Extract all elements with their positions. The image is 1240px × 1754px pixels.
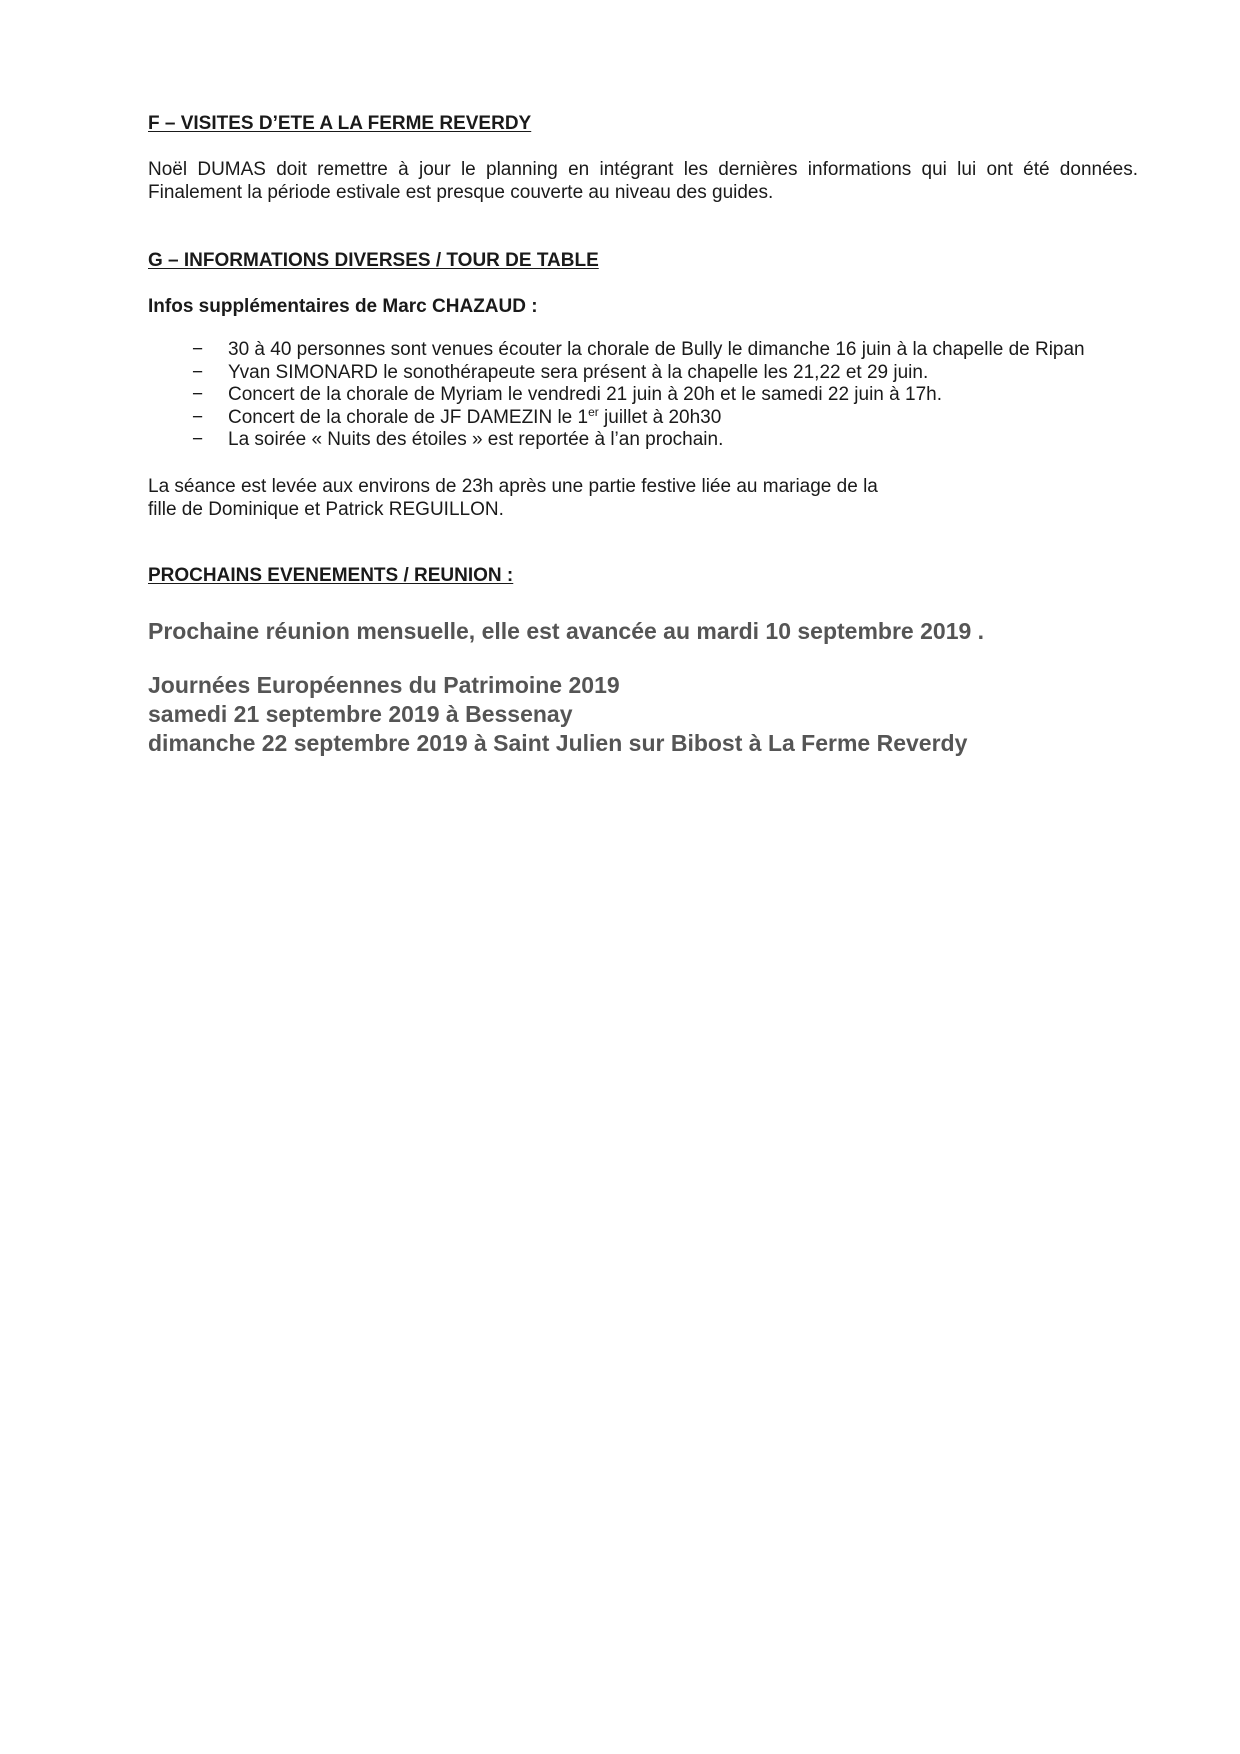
list-item-text-after: juillet à 20h30 — [598, 406, 722, 428]
list-item-text: Concert de la chorale de Myriam le vendredi 21 juin à 20h et le samedi 22 juin à 17h. — [228, 384, 942, 405]
page-content — [148, 112, 1138, 758]
bullet-dash: − — [192, 384, 204, 405]
list-item — [148, 384, 1138, 407]
section-g-subheading: Infos supplémentaires de Marc CHAZAUD : — [148, 296, 538, 317]
list-item — [148, 404, 1138, 430]
bullet-dash: − — [192, 406, 204, 428]
list-item-text: La soirée « Nuits des étoiles » est reportée à l’an prochain. — [228, 429, 724, 450]
bullet-dash: − — [192, 361, 204, 383]
section-f-paragraph: Noël DUMAS doit remettre à jour le planning en intégrant les dernières informations qui lui ont été données. Finalement la période estivale est presque couverte au niveau des guides. — [148, 159, 1138, 203]
info-bullet-list — [148, 339, 1138, 452]
section-f-heading: F – VISITES D’ETE A LA FERME REVERDY — [148, 113, 532, 134]
ordinal-superscript: er — [588, 404, 599, 419]
events-heading: PROCHAINS EVENEMENTS / REUNION : — [148, 564, 514, 586]
heritage-day-2: dimanche 22 septembre 2019 à Saint Julien sur Bibost à La Ferme Reverdy — [148, 729, 968, 756]
list-item-text: 30 à 40 personnes sont venues écouter la chorale de Bully le dimanche 16 juin à la chapelle de Ripan — [228, 339, 1085, 360]
next-meeting-announcement: Prochaine réunion mensuelle, elle est avancée au mardi 10 septembre 2019 . — [148, 617, 985, 644]
heritage-day-1: samedi 21 septembre 2019 à Bessenay — [148, 700, 573, 727]
list-item-text — [228, 404, 722, 428]
list-item — [148, 429, 1138, 452]
heritage-days-title: Journées Européennes du Patrimoine 2019 — [148, 671, 620, 698]
closing-line-2: fille de Dominique et Patrick REGUILLON. — [148, 498, 504, 520]
section-g-heading: G – INFORMATIONS DIVERSES / TOUR DE TABLE — [148, 250, 599, 271]
bullet-dash: − — [192, 429, 204, 450]
list-item-text: Yvan SIMONARD le sonothérapeute sera présent à la chapelle les 21,22 et 29 juin. — [228, 361, 929, 383]
bullet-dash: − — [192, 339, 204, 360]
list-item-text-before: Concert de la chorale de JF DAMEZIN le 1 — [228, 406, 589, 428]
list-item — [148, 362, 1138, 385]
list-item — [148, 339, 1138, 362]
closing-line-1: La séance est levée aux environs de 23h après une partie festive liée au mariage de la — [148, 475, 878, 497]
